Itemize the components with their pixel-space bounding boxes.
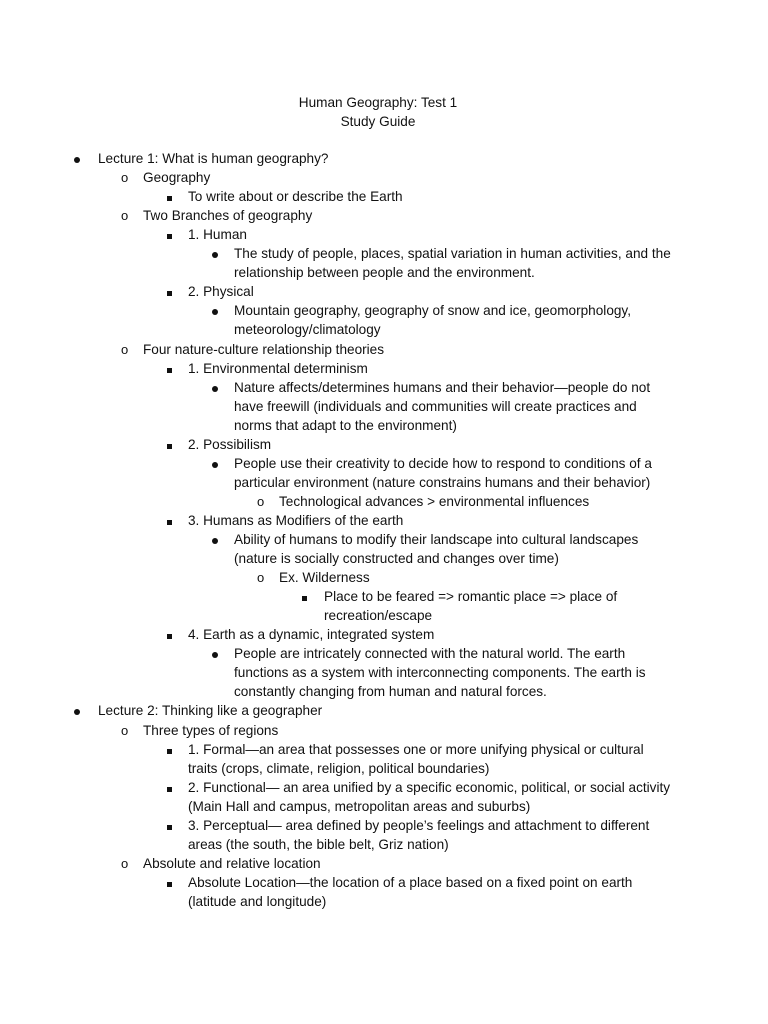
outline-line: Geography (143, 170, 211, 186)
bullet-marker-level-3 (167, 435, 172, 454)
bullet-marker-level-2: o (121, 855, 129, 871)
bullet-marker-level-3 (167, 625, 172, 644)
outline-line: People are intricately connected with the natural world. The earth (234, 646, 626, 662)
outline-line: have freewill (individuals and communities will create practices and (234, 398, 637, 414)
bullet-marker-level-4 (212, 454, 218, 473)
outline-line: 4. Earth as a dynamic, integrated system (188, 627, 435, 643)
bullet-marker-level-3 (167, 816, 172, 835)
bullet-marker-level-3 (167, 778, 172, 797)
outline-line: meteorology/climatology (234, 322, 381, 338)
outline-line: 1. Human (188, 227, 247, 243)
bullet-marker-level-3 (167, 225, 172, 244)
outline-line: Four nature-culture relationship theories (143, 341, 385, 357)
outline-line: 3. Perceptual— area defined by people’s feelings and attachment to different (188, 817, 650, 833)
bullet-marker-level-2: o (121, 170, 129, 186)
bullet-marker-level-4 (212, 644, 218, 663)
outline-line: Absolute Location—the location of a place based on a fixed point on earth (188, 874, 633, 890)
bullet-marker-level-4 (212, 244, 218, 263)
bullet-marker-level-3 (167, 187, 172, 206)
outline-line: Ex. Wilderness (279, 570, 370, 586)
bullet-marker-level-3 (167, 740, 172, 759)
document-subtitle: Study Guide (340, 114, 416, 129)
outline-line: 2. Physical (188, 284, 254, 300)
outline-line: constantly changing from human and natural forces. (234, 684, 547, 700)
outline-line: (latitude and longitude) (188, 893, 327, 909)
outline-line: Technological advances > environmental influences (279, 493, 590, 509)
outline-line: areas (the south, the bible belt, Griz nation) (188, 836, 449, 852)
outline-line: The study of people, places, spatial variation in human activities, and the (234, 246, 671, 262)
bullet-marker-level-2: o (121, 208, 129, 224)
bullet-marker-level-6 (302, 587, 307, 606)
bullet-marker-level-1 (74, 149, 80, 168)
outline-line: 2. Possibilism (188, 436, 272, 452)
outline-line: Mountain geography, geography of snow and ice, geomorphology, (234, 303, 631, 319)
bullet-marker-level-2: o (121, 341, 129, 357)
outline-line: relationship between people and the environment. (234, 265, 535, 281)
bullet-marker-level-5: o (257, 493, 265, 509)
bullet-marker-level-2: o (121, 722, 129, 738)
outline-line: Place to be feared => romantic place => place of (324, 589, 618, 605)
bullet-marker-level-3 (167, 359, 172, 378)
outline-line: People use their creativity to decide how to respond to conditions of a (234, 455, 652, 471)
bullet-marker-level-3 (167, 873, 172, 892)
bullet-marker-level-4 (212, 378, 218, 397)
bullet-marker-level-3 (167, 511, 172, 530)
outline-line: recreation/escape (324, 608, 433, 624)
outline-line: Lecture 2: Thinking like a geographer (98, 703, 323, 719)
outline-line: Two Branches of geography (143, 208, 313, 224)
outline-line: Absolute and relative location (143, 855, 321, 871)
outline-line: Lecture 1: What is human geography? (98, 151, 329, 166)
outline-line: 2. Functional— an area unified by a specific economic, political, or social activity (188, 779, 671, 795)
bullet-marker-level-5: o (257, 570, 265, 586)
outline-line: 1. Formal—an area that possesses one or more unifying physical or cultural (188, 741, 644, 757)
outline-line: Ability of humans to modify their landscape into cultural landscapes (234, 532, 639, 547)
outline-line: Three types of regions (143, 722, 279, 738)
outline-line: 3. Humans as Modifiers of the earth (188, 512, 404, 528)
outline-line: To write about or describe the Earth (188, 189, 403, 205)
outline-line: functions as a system with interconnecting components. The earth is (234, 665, 646, 681)
outline-line: particular environment (nature constrains humans and their behavior) (234, 474, 651, 490)
document-title: Human Geography: Test 1 (298, 95, 458, 110)
outline-line: traits (crops, climate, religion, political boundaries) (188, 760, 490, 776)
bullet-marker-level-3 (167, 282, 172, 301)
outline-line: (nature is socially constructed and changes over time) (234, 551, 559, 567)
bullet-marker-level-1 (74, 701, 80, 720)
outline-line: (Main Hall and campus, metropolitan areas and suburbs) (188, 798, 531, 814)
bullet-marker-level-4 (212, 530, 218, 549)
outline-line: norms that adapt to the environment) (234, 417, 457, 433)
outline-line: Nature affects/determines humans and their behavior—people do not (234, 379, 651, 395)
bullet-marker-level-4 (212, 301, 218, 320)
outline-line: 1. Environmental determinism (188, 360, 368, 376)
